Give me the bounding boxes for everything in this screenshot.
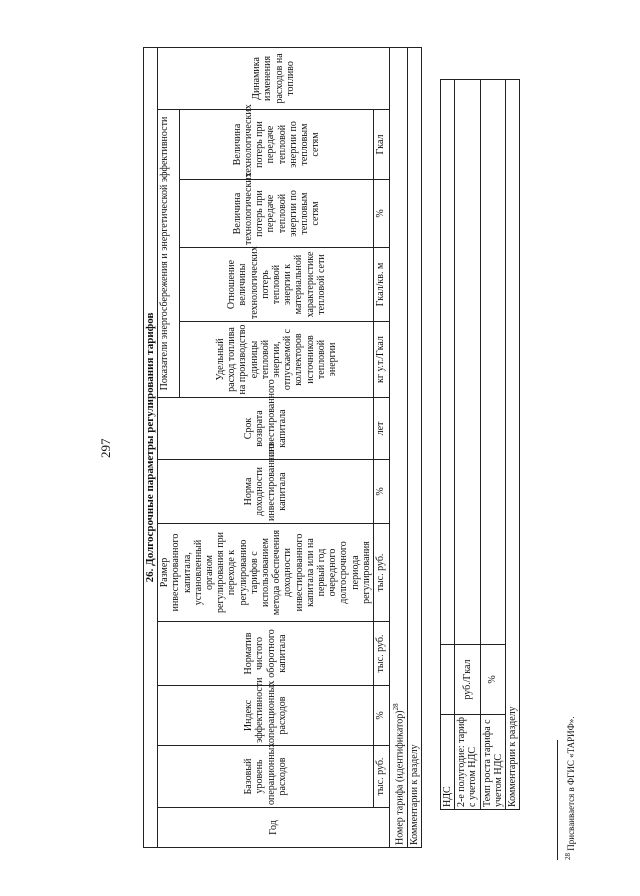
unit-cell: Гкал/кв. м: [374, 248, 390, 322]
values-cell: [480, 80, 505, 645]
footnote-text: Присваивается в ФГИС «ТАРИФ».: [566, 716, 576, 851]
column-header: Срок возврата инвестированного капитала: [158, 398, 374, 460]
footnote-marker: 28: [564, 853, 572, 860]
tariff-summary-table: [440, 79, 520, 810]
row-label: НДС: [441, 715, 455, 810]
sub-column-header: Отношение величины технологических потерь тепловой энергии к материальной характеристике тепловой сети: [180, 248, 374, 322]
table-row: [480, 80, 505, 810]
row-label: Темп роста тарифа с учетом НДС: [480, 715, 505, 810]
page-number: 297: [98, 438, 113, 458]
long-term-parameters-table: [143, 47, 422, 848]
table-row: [455, 80, 480, 810]
column-header: Норматив чистого оборотного капитала: [158, 622, 374, 686]
unit-cell: тыс. руб.: [374, 622, 390, 686]
row-unit: %: [480, 645, 505, 715]
group-header: Показатели энергосбережения и энергетической эффективности: [158, 110, 180, 398]
values-cell: [455, 80, 480, 645]
row-label: 2-е полугодие: тариф с учетом НДС: [455, 715, 480, 810]
table-row: [506, 80, 520, 810]
header-row: [158, 47, 180, 847]
column-header: Индекс эффективности операционных расходов: [158, 686, 374, 746]
unit-cell: Гкал: [374, 110, 390, 180]
table-caption: 26. Долгосрочные параметры регулирования тарифов: [144, 47, 158, 847]
comments-label: Комментарии к разделу: [506, 80, 520, 810]
row-unit: руб./Гкал: [455, 645, 480, 715]
values-cell: [441, 80, 455, 645]
unit-cell: %: [374, 180, 390, 248]
column-header: Размер инвестированного капитала, установленный органом регулирования при переходе к регулированию тарифов с использованием метода обеспечения доходности инвестированного капитала или на первый год очередного долгосрочного периода регулирования: [158, 524, 374, 622]
unit-cell: кг у.т./Гкал: [374, 322, 390, 398]
tariff-number-label: [390, 47, 408, 847]
row-unit: [441, 645, 455, 715]
unit-cell: %: [374, 686, 390, 746]
column-header: Норма доходности инвестированного капитала: [158, 460, 374, 524]
unit-cell: лет: [374, 398, 390, 460]
unit-cell: тыс. руб.: [374, 524, 390, 622]
sub-column-header: Удельный расход топлива на производство единицы тепловой энергии, отпускаемой с коллекторов источников тепловой энергии: [180, 322, 374, 398]
footnote-divider: [557, 740, 558, 860]
units-row: [374, 47, 390, 847]
caption-row: [144, 47, 158, 847]
footnote: [564, 716, 576, 860]
column-header: Базовый уровень операционных расходов: [158, 746, 374, 808]
unit-cell: %: [374, 460, 390, 524]
sub-column-header: Величина технологических потерь при передаче тепловой энергии по тепловым сетям: [180, 110, 374, 180]
table-row: [390, 47, 408, 847]
dynamics-header: Динамика изменения расходов на топливо: [158, 47, 390, 109]
table-row: [407, 47, 421, 847]
table-row: [441, 80, 455, 810]
year-header: Год: [158, 808, 390, 848]
tariff-number-text: Номер тарифа (идентификатор): [394, 710, 406, 845]
footnote-ref: 28: [392, 703, 401, 711]
unit-cell: тыс. руб.: [374, 746, 390, 808]
sub-column-header: Величина технологических потерь при передаче тепловой энергии по тепловым сетям: [180, 180, 374, 248]
comments-label: Комментарии к разделу: [407, 47, 421, 847]
